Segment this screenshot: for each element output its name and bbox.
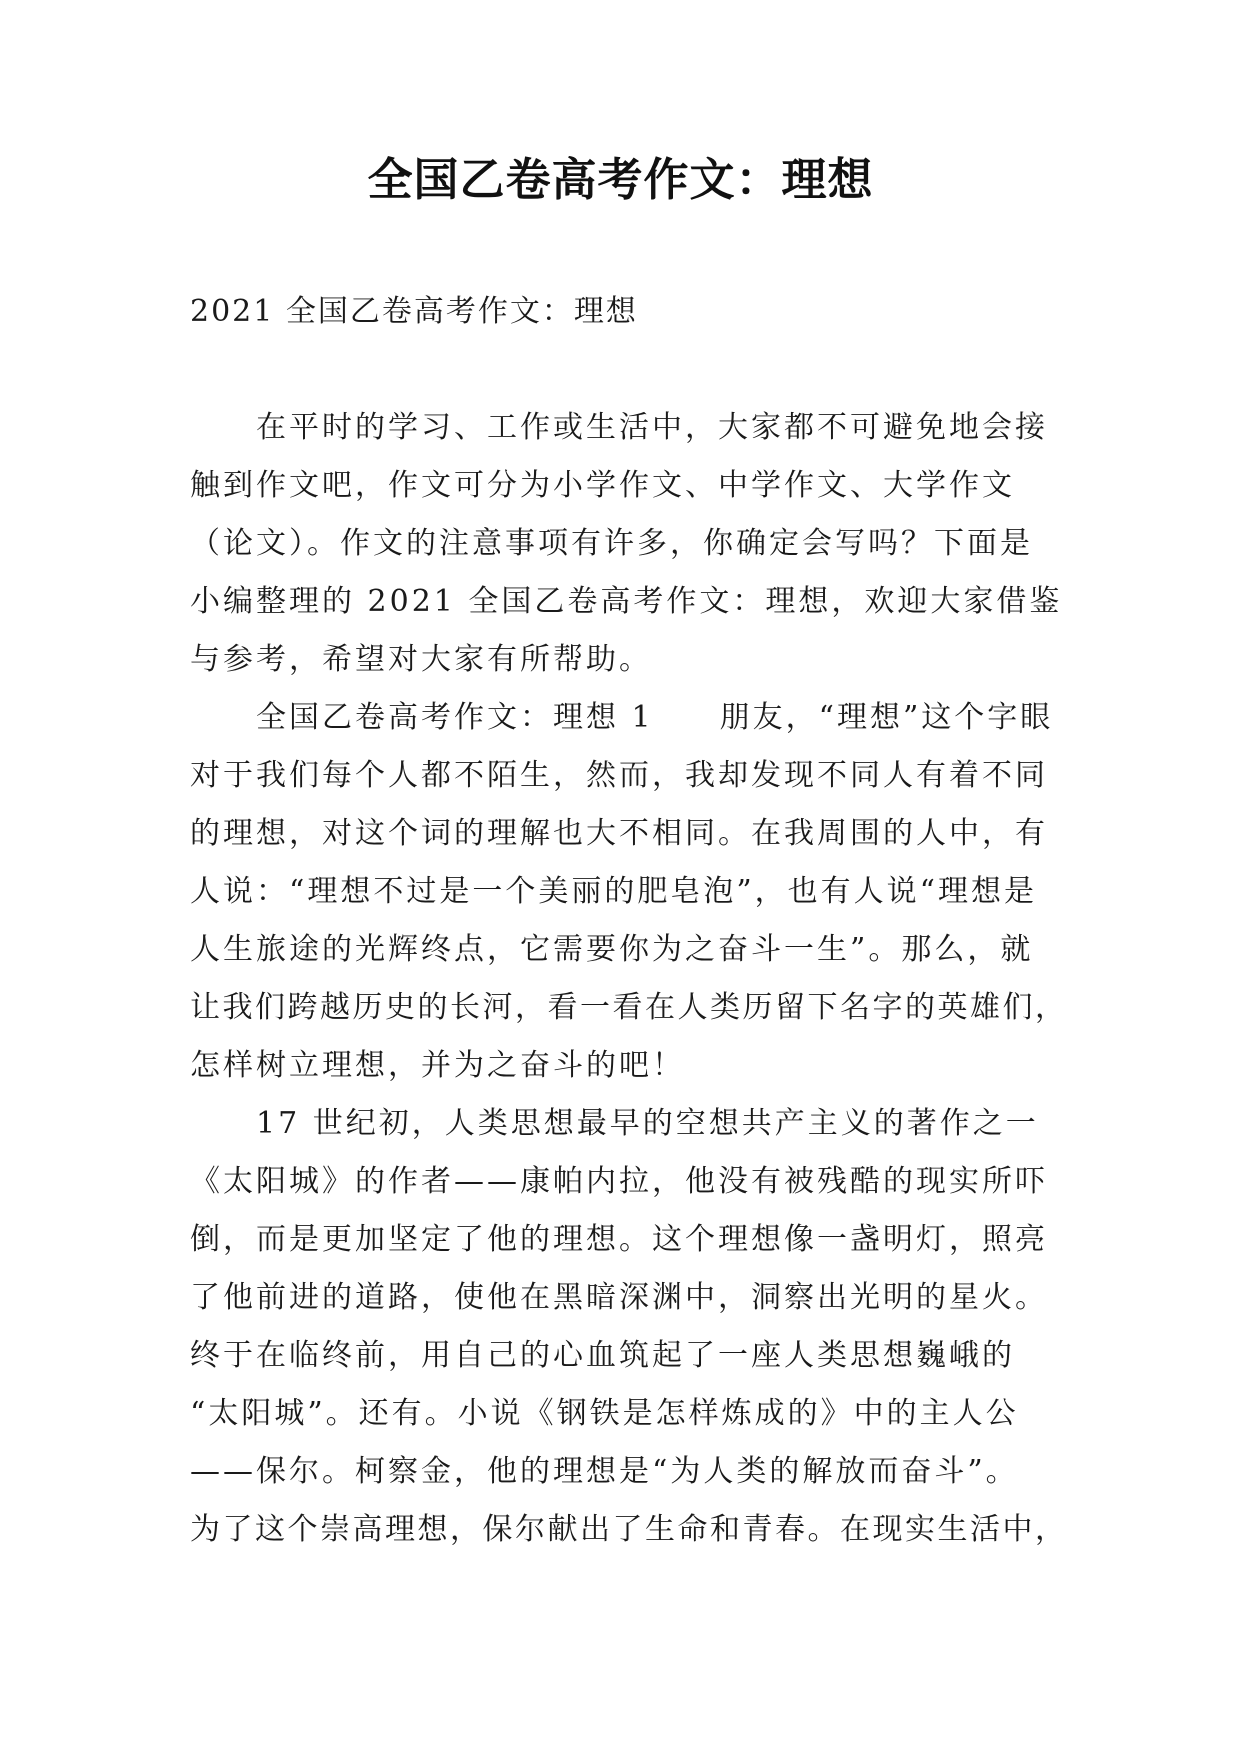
- body-line: 在平时的学习、工作或生活中，大家都不可避免地会接: [190, 410, 1048, 445]
- body-line: 《太阳城》的作者——康帕内拉，他没有被残酷的现实所吓: [190, 1164, 1048, 1199]
- body-line: （论文）。作文的注意事项有许多，你确定会写吗？下面是: [190, 526, 1033, 561]
- body-line: 人生旅途的光辉终点，它需要你为之奋斗一生”。那么，就: [190, 932, 1034, 967]
- body-line: 小编整理的 2021 全国乙卷高考作文：理想，欢迎大家借鉴: [190, 584, 1063, 619]
- body-line: ——保尔。柯察金，他的理想是“为人类的解放而奋斗”。: [190, 1454, 1019, 1489]
- body-line: 为了这个崇高理想，保尔献出了生命和青春。在现实生活中，: [190, 1512, 1068, 1547]
- body-line: 的理想，对这个词的理解也大不相同。在我周围的人中，有: [190, 816, 1048, 851]
- body-line: 17 世纪初，人类思想最早的空想共产主义的著作之一: [190, 1106, 1039, 1141]
- body-line: 了他前进的道路，使他在黑暗深渊中，洞察出光明的星火。: [190, 1280, 1048, 1315]
- body-line: 对于我们每个人都不陌生，然而，我却发现不同人有着不同: [190, 758, 1048, 793]
- document-title: 全国乙卷高考作文：理想: [367, 153, 874, 206]
- body-line: 倒，而是更加坚定了他的理想。这个理想像一盏明灯，照亮: [190, 1222, 1048, 1257]
- body-line: “太阳城”。还有。小说《钢铁是怎样炼成的》中的主人公: [190, 1396, 1019, 1431]
- body-line: 触到作文吧，作文可分为小学作文、中学作文、大学作文: [190, 468, 1015, 503]
- body-line: 怎样树立理想，并为之奋斗的吧！: [190, 1048, 685, 1083]
- body-line: 让我们跨越历史的长河，看一看在人类历留下名字的英雄们，: [190, 990, 1068, 1025]
- body-line: 全国乙卷高考作文：理想 1 朋友，“理想”这个字眼: [190, 700, 1054, 735]
- body-line: 终于在临终前，用自己的心血筑起了一座人类思想巍峨的: [190, 1338, 1015, 1373]
- body-line: 与参考，希望对大家有所帮助。: [190, 642, 652, 677]
- document-subtitle: 2021 全国乙卷高考作文：理想: [190, 294, 638, 329]
- body-line: 人说：“理想不过是一个美丽的肥皂泡”，也有人说“理想是: [190, 874, 1038, 909]
